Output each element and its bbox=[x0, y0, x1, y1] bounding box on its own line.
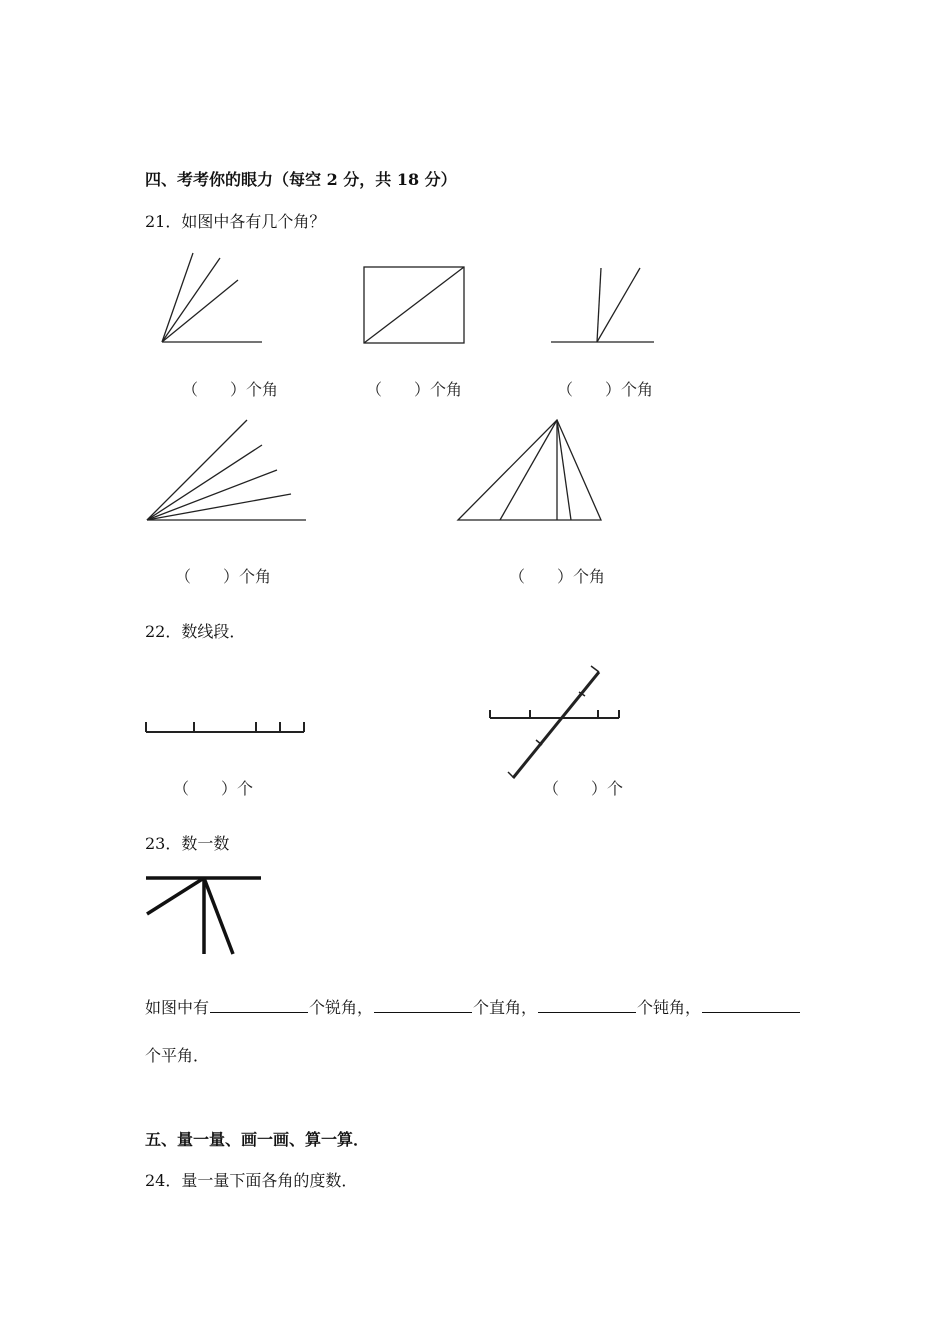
obtuse-answer-blank[interactable] bbox=[538, 996, 636, 1013]
section-4-heading: 四、考考你的眼力（每空 2 分，共 18 分） bbox=[145, 170, 457, 189]
figure-21e-triangle bbox=[455, 416, 605, 526]
question-21-title: 21．如图中各有几个角？ bbox=[145, 212, 326, 231]
caption-21a: （ ）个角 bbox=[182, 380, 279, 399]
question-23-title: 23．数一数 bbox=[145, 834, 230, 853]
figure-21d-fan bbox=[143, 416, 313, 526]
caption-22a: （ ）个 bbox=[173, 779, 254, 798]
figure-21a-rays bbox=[145, 250, 275, 350]
figure-22a-segment bbox=[143, 713, 309, 739]
figure-21b-rectangle bbox=[360, 262, 470, 347]
right-label: 个直角， bbox=[473, 998, 538, 1017]
acute-label: 个锐角， bbox=[309, 998, 374, 1017]
acute-answer-blank[interactable] bbox=[210, 996, 308, 1013]
obtuse-label: 个钝角， bbox=[637, 998, 702, 1017]
section-5-heading: 五、量一量、画一画、算一算． bbox=[145, 1130, 370, 1149]
sentence-prefix: 如图中有 bbox=[145, 998, 210, 1017]
caption-21d: （ ）个角 bbox=[175, 567, 272, 586]
caption-21c: （ ）个角 bbox=[557, 380, 654, 399]
straight-answer-blank[interactable] bbox=[702, 996, 800, 1013]
figure-21c-rays bbox=[548, 262, 656, 347]
caption-22b: （ ）个 bbox=[543, 779, 624, 798]
question-22-title: 22．数线段． bbox=[145, 622, 246, 641]
figure-22b-crossing-segments bbox=[487, 662, 627, 786]
question-23-sentence bbox=[145, 996, 801, 1018]
caption-21b: （ ）个角 bbox=[366, 380, 463, 399]
right-answer-blank[interactable] bbox=[374, 996, 472, 1013]
straight-label: 个平角． bbox=[145, 1046, 210, 1065]
question-24-title: 24．量一量下面各角的度数． bbox=[145, 1171, 358, 1190]
caption-21e: （ ）个角 bbox=[509, 567, 606, 586]
figure-23-angles bbox=[143, 870, 265, 958]
